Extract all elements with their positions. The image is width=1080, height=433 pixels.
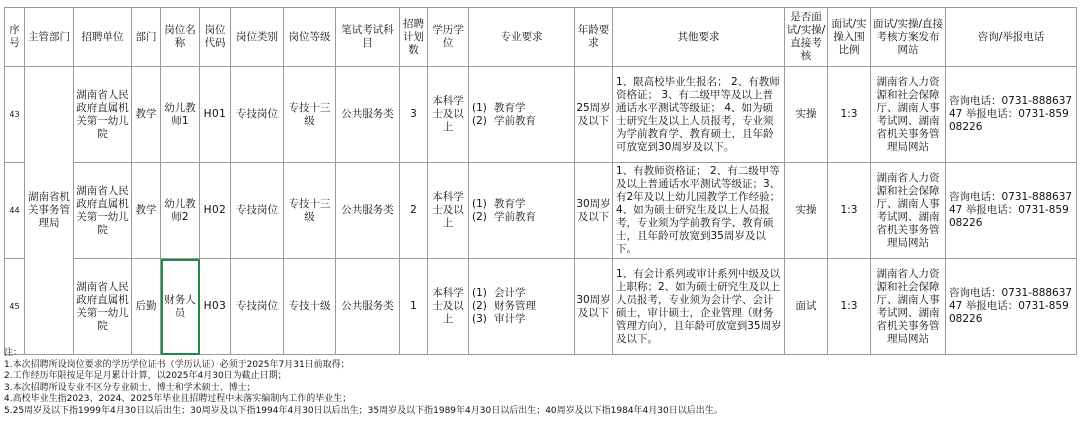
major-item: (1) 会计学 [472,287,526,299]
header-cell: 岗位类别 [231,8,284,67]
notes-section [4,348,1076,417]
unit-cell[interactable]: 湖南省人民政府直属机关第一幼儿院 [74,259,132,355]
recruitment-table [4,7,1077,355]
code-cell[interactable]: H03 [200,259,231,355]
unit-cell[interactable]: 湖南省人民政府直属机关第一幼儿院 [74,67,132,163]
ratio-cell[interactable]: 1:3 [828,163,871,259]
exam-cell[interactable]: 公共服务类 [336,67,400,163]
header-cell: 岗位代码 [200,8,231,67]
other-requirements-cell[interactable]: 1、限高校毕业生报名； 2、有教师资格证； 3、有二级甲等及以上普通话水平测试等级证； 4、如为硕士研究生及以上人员报考，专业须为学前教育学、教育硕士，且年龄可放宽到30周岁及以下。 [613,67,785,163]
age-cell[interactable]: 25周岁及以下 [575,67,613,163]
site-cell[interactable]: 湖南省人力资源和社会保障厅、湖南人事考试网、湖南省机关事务管理局网站 [871,259,946,355]
major-cell[interactable] [469,163,575,259]
major-item: (2) 学前教育 [472,210,536,223]
major-item: (1) 教育学 [472,197,526,210]
header-cell: 年龄要求 [575,8,613,67]
phone-cell[interactable]: 咨询电话：0731-88863747 举报电话：0731-85908226 [946,67,1077,163]
header-cell: 面试/实操/直接考核方案发布网站 [871,8,946,67]
category-cell[interactable]: 专技岗位 [231,163,284,259]
note-line: 1.本次招聘所设岗位要求的学历学位证书（学历认证）必须于2025年7月31日前取得； [4,359,350,370]
header-cell: 是否面试/实操/直接考核 [785,8,828,67]
other-requirements-cell[interactable]: 1、有教师资格证； 2、有二级甲等及以上普通话水平测试等级证；3、有2年及以上幼儿园教学工作经验； 4、如为硕士研究生及以上人员报考，专业须为学前教育学、教育硕士，且年龄可放宽到35周岁及以下。 [613,163,785,259]
header-cell: 咨询/举报电话 [946,8,1077,67]
header-cell: 笔试考试科目 [336,8,400,67]
dept-cell[interactable]: 教学 [132,67,161,163]
header-cell: 其他要求 [613,8,785,67]
exam-cell[interactable]: 公共服务类 [336,163,400,259]
ratio-cell[interactable]: 1:3 [828,259,871,355]
post-cell[interactable]: 幼儿教师1 [161,67,200,163]
major-item: (2) 学前教育 [472,114,536,127]
method-cell[interactable]: 实操 [785,67,828,163]
header-cell: 主管部门 [25,8,74,67]
header-cell: 面试/实操入围比例 [828,8,871,67]
method-cell[interactable]: 面试 [785,259,828,355]
header-cell: 学历学位 [428,8,469,67]
header-cell: 招聘计划数 [400,8,428,67]
code-cell[interactable]: H02 [200,163,231,259]
table-row [5,67,1077,163]
grade-cell[interactable]: 专技十三级 [284,67,336,163]
header-cell: 招聘单位 [74,8,132,67]
major-item: (3) 审计学 [472,313,526,325]
header-cell: 岗位名称 [161,8,200,67]
exam-cell[interactable]: 公共服务类 [336,259,400,355]
other-requirements-cell[interactable]: 1、有会计系列或审计系列中级及以上职称；2、如为硕士研究生及以上人员报考，专业须为会计学、会计硕士，审计硕士，企业管理（财务管理方向），且年龄可放宽到35周岁及以下。 [613,259,785,355]
major-item: (1) 教育学 [472,101,526,114]
ratio-cell[interactable]: 1:3 [828,67,871,163]
degree-cell[interactable]: 本科学士及以上 [428,67,469,163]
note-line: 4.高校毕业生指2023、2024、2025年毕业且招聘过程中未落实编制内工作的毕业生； [4,394,352,404]
plan-cell[interactable]: 3 [400,67,428,163]
unit-cell[interactable]: 湖南省人民政府直属机关第一幼儿院 [74,163,132,259]
table-row [5,163,1077,259]
post-cell-selected[interactable]: 财务人员 [161,259,200,355]
major-item: (2) 财务管理 [472,300,536,312]
degree-cell[interactable]: 本科学士及以上 [428,259,469,355]
major-cell[interactable] [469,67,575,163]
row-number[interactable]: 45 [5,259,25,355]
note-line: 2.工作经历年限按足年足月累计计算，以2025年4月30日为截止日期； [4,371,287,381]
table-row [5,259,1077,355]
degree-cell[interactable]: 本科学士及以上 [428,163,469,259]
note-line: 5.25周岁及以下指1999年4月30日以后出生；30周岁及以下指1994年4月30日以后出生；35周岁及以下指1989年4月30日以后出生；40周岁及以下指1984年4月30日以后出生。 [4,405,723,416]
row-number[interactable]: 44 [5,163,25,259]
supervisor-cell[interactable]: 湖南省机关事务管理局 [25,67,74,355]
category-cell[interactable]: 专技岗位 [231,259,284,355]
age-cell[interactable]: 30周岁及以下 [575,259,613,355]
header-cell: 岗位等级 [284,8,336,67]
phone-cell[interactable]: 咨询电话：0731-88863747 举报电话：0731-85908226 [946,163,1077,259]
age-cell[interactable]: 30周岁及以下 [575,163,613,259]
site-cell[interactable]: 湖南省人力资源和社会保障厅、湖南人事考试网、湖南省机关事务管理局网站 [871,163,946,259]
plan-cell[interactable]: 1 [400,259,428,355]
major-cell[interactable] [469,259,575,355]
plan-cell[interactable]: 2 [400,163,428,259]
dept-cell[interactable]: 教学 [132,163,161,259]
table-header-row [5,8,1077,67]
header-cell: 专业要求 [469,8,575,67]
row-number[interactable]: 43 [5,67,25,163]
dept-cell[interactable]: 后勤 [132,259,161,355]
note-line: 3.本次招聘所设专业不区分专业硕士、博士和学术硕士、博士； [4,382,256,393]
site-cell[interactable]: 湖南省人力资源和社会保障厅、湖南人事考试网、湖南省机关事务管理局网站 [871,67,946,163]
grade-cell[interactable]: 专技十三级 [284,163,336,259]
notes-heading: 注： [4,348,23,358]
grade-cell[interactable]: 专技十级 [284,259,336,355]
post-cell[interactable]: 幼儿教师2 [161,163,200,259]
header-cell: 部门 [132,8,161,67]
header-cell: 序号 [5,8,25,67]
category-cell[interactable]: 专技岗位 [231,67,284,163]
phone-cell[interactable]: 咨询电话：0731-88863747 举报电话：0731-85908226 [946,259,1077,355]
method-cell[interactable]: 实操 [785,163,828,259]
code-cell[interactable]: H01 [200,67,231,163]
